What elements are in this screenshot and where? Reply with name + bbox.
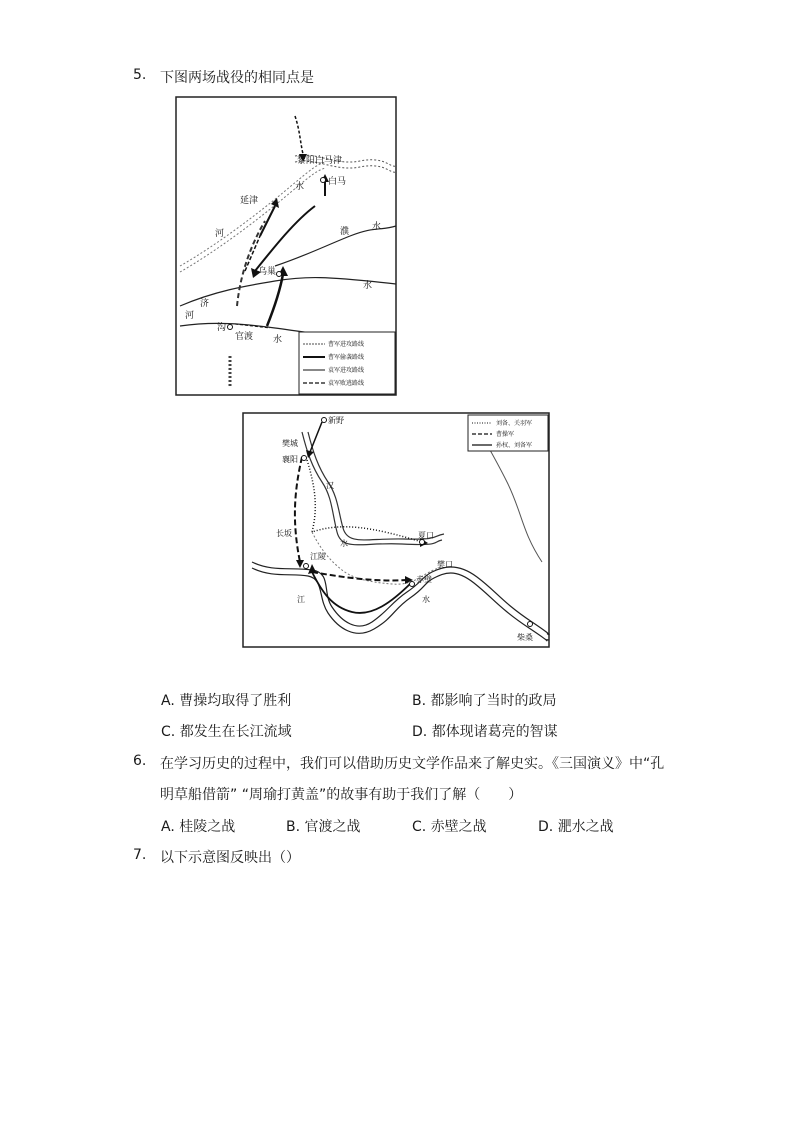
question-6-number: 6.	[133, 753, 147, 769]
q5-option-a[interactable]	[161, 690, 291, 710]
map2-label: 江陵	[310, 552, 326, 561]
map1-label: 河	[185, 311, 195, 321]
option-text: 曹操均取得了胜利	[179, 693, 292, 709]
option-letter: C.	[161, 724, 176, 740]
map2-label: 水	[340, 539, 348, 548]
q6-option-c[interactable]	[412, 816, 487, 836]
option-letter: A.	[161, 819, 175, 835]
map2-label: 柴桑	[517, 633, 533, 642]
map2-label: 夏口	[418, 531, 434, 540]
option-text: 官渡之战	[304, 819, 361, 835]
map2-label: 樊口	[437, 560, 453, 569]
q6-option-d[interactable]	[538, 816, 614, 836]
map1-legend-item: 曹军进攻路线	[328, 341, 365, 348]
option-letter: B.	[412, 693, 427, 709]
map2-label: 江	[297, 595, 305, 604]
map1-label: 水	[372, 222, 382, 232]
q6-option-a[interactable]	[161, 816, 235, 836]
q5-option-c[interactable]	[161, 721, 292, 741]
option-text: 淝水之战	[557, 819, 614, 835]
option-letter: B.	[286, 819, 301, 835]
option-text: 赤壁之战	[430, 819, 487, 835]
map2-legend-item: 孙权、刘备军	[496, 442, 533, 449]
map1-label: 白马津	[315, 156, 343, 166]
map1-label: 官渡	[235, 332, 254, 342]
map1-legend-item: 袁军败逃路线	[328, 380, 365, 387]
map-guandu	[175, 96, 397, 396]
question-7-number: 7.	[133, 847, 147, 863]
map1-label: 白马	[328, 177, 347, 187]
map2-label: 汉	[326, 481, 334, 490]
option-text: 都影响了当时的政局	[430, 693, 557, 709]
option-letter: A.	[161, 693, 175, 709]
map1-label: 黎阳	[297, 156, 316, 166]
map1-legend-item: 袁军进攻路线	[328, 367, 365, 374]
map1-label: 河	[215, 229, 225, 239]
map1-label: 乌巢	[258, 267, 277, 277]
map1-label: 水	[295, 182, 305, 192]
option-text: 都体现诸葛亮的智谋	[431, 724, 558, 740]
map2-label: 新野	[328, 416, 344, 425]
map2-label: 水	[422, 595, 430, 604]
option-text: 都发生在长江流域	[179, 724, 292, 740]
map1-label: 水	[273, 335, 283, 345]
map2-label: 襄阳	[282, 455, 298, 464]
map2-legend-item: 曹操军	[496, 431, 515, 438]
map1-legend-item: 曹军偷袭路线	[328, 354, 365, 361]
map2-legend-item: 刘备、关羽军	[496, 420, 533, 427]
option-letter: D.	[538, 819, 554, 835]
question-5-number: 5.	[133, 67, 147, 83]
q5-option-b[interactable]	[412, 690, 557, 710]
q5-option-d[interactable]	[412, 721, 558, 741]
option-letter: C.	[412, 819, 427, 835]
map1-label: 济	[200, 299, 210, 309]
map1-label: 沟	[217, 323, 227, 333]
map1-label: 延津	[240, 196, 259, 206]
question-5-stem: 下图两场战役的相同点是	[160, 70, 314, 86]
map2-label: 樊城	[282, 439, 298, 448]
map-chibi	[242, 412, 550, 648]
question-6-stem-line1: 在学习历史的过程中，我们可以借助历史文学作品来了解史实。《三国演义》中“孔	[160, 756, 665, 772]
q6-option-b[interactable]	[286, 816, 361, 836]
map1-label: 濮	[340, 227, 350, 237]
option-letter: D.	[412, 724, 428, 740]
map1-label: 水	[363, 281, 373, 291]
question-6-stem-line2: 明草船借箭” “周瑜打黄盖”的故事有助于我们了解（ ）	[160, 787, 523, 803]
question-7-stem: 以下示意图反映出（）	[160, 850, 300, 866]
map2-label: 赤壁	[416, 575, 432, 584]
option-text: 桂陵之战	[179, 819, 236, 835]
map2-label: 长坂	[276, 529, 292, 538]
